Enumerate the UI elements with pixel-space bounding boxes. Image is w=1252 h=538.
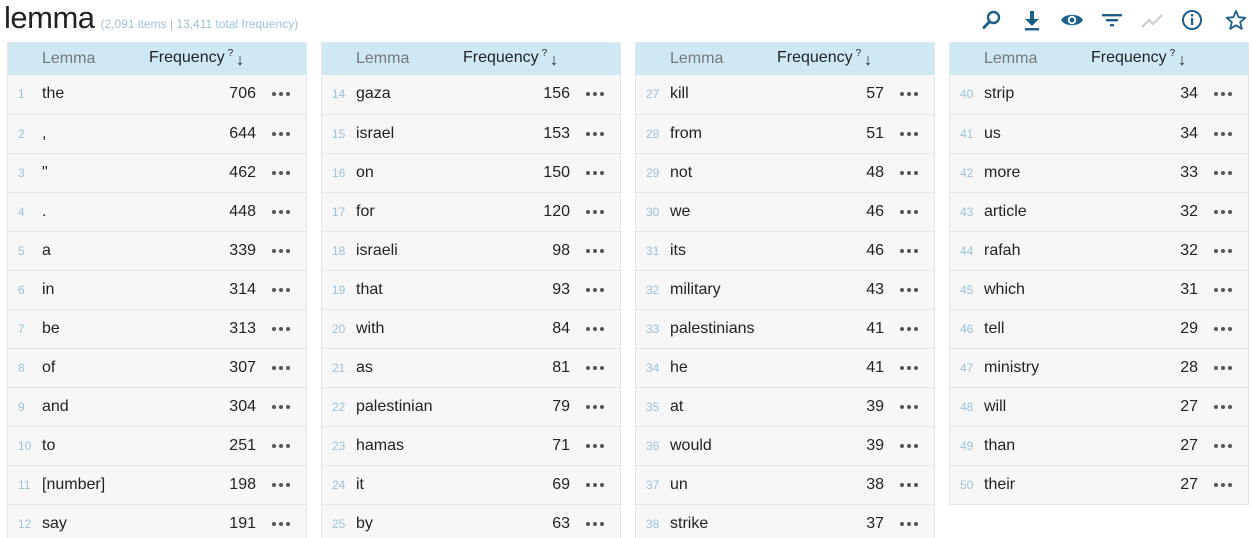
table-row — [950, 270, 1248, 309]
lemma-link[interactable]: us — [984, 125, 1001, 142]
frequency-value: 57 — [866, 85, 884, 102]
column-header-frequency[interactable] — [149, 49, 244, 70]
table-row — [322, 270, 620, 309]
lemma-link[interactable]: it — [356, 476, 364, 493]
column-header-frequency[interactable] — [777, 49, 872, 70]
column-header-lemma[interactable]: Lemma — [670, 50, 724, 67]
more-options-icon[interactable] — [586, 483, 604, 488]
frequency-value: 153 — [543, 125, 570, 142]
column-header-frequency-label: Frequency — [463, 49, 539, 66]
table-row — [636, 231, 934, 270]
sort-descending-icon[interactable]: ↓ — [236, 52, 245, 69]
info-icon[interactable] — [1180, 8, 1204, 32]
frequency-value: 39 — [866, 437, 884, 454]
table-row — [8, 75, 306, 114]
row-rank: 46 — [960, 322, 974, 336]
more-options-icon[interactable] — [1214, 210, 1232, 215]
row-rank: 9 — [18, 400, 25, 414]
lemma-link[interactable]: palestinian — [356, 398, 433, 415]
frequency-value: 51 — [866, 125, 884, 142]
more-options-icon[interactable] — [586, 171, 604, 176]
frequency-value: 29 — [1180, 320, 1198, 337]
frequency-value: 81 — [552, 359, 570, 376]
help-icon[interactable]: ? — [227, 48, 234, 59]
lemma-link[interactable]: on — [356, 164, 374, 181]
table-row — [636, 465, 934, 504]
row-rank: 6 — [18, 283, 25, 297]
row-rank: 19 — [332, 283, 346, 297]
row-rank: 45 — [960, 283, 974, 297]
table-row — [8, 192, 306, 231]
more-options-icon[interactable] — [900, 366, 918, 371]
frequency-value: 34 — [1180, 85, 1198, 102]
frequency-value: 314 — [229, 281, 256, 298]
more-options-icon[interactable] — [272, 405, 290, 410]
table-row — [950, 465, 1248, 504]
lemma-link[interactable]: israeli — [356, 242, 398, 259]
frequency-value: 46 — [866, 242, 884, 259]
table-header — [636, 43, 934, 75]
column-header-frequency[interactable] — [463, 49, 558, 70]
lemma-link[interactable]: its — [670, 242, 686, 259]
row-rank: 21 — [332, 361, 346, 375]
row-rank: 20 — [332, 322, 346, 336]
table-row — [950, 75, 1248, 114]
row-rank: 41 — [960, 127, 974, 141]
more-options-icon[interactable] — [1214, 288, 1232, 293]
column-header-frequency-label: Frequency — [777, 49, 853, 66]
lemma-link[interactable]: tell — [984, 320, 1005, 337]
row-rank: 48 — [960, 400, 974, 414]
table-row — [636, 504, 934, 538]
lemma-link[interactable]: more — [984, 164, 1021, 181]
lemma-link[interactable]: by — [356, 515, 373, 532]
frequency-value: 27 — [1180, 476, 1198, 493]
filter-icon[interactable] — [1100, 8, 1124, 32]
table-row — [322, 192, 620, 231]
frequency-value: 191 — [229, 515, 256, 532]
more-options-icon[interactable] — [900, 249, 918, 254]
frequency-value: 38 — [866, 476, 884, 493]
lemma-link[interactable]: . — [42, 203, 47, 220]
lemma-link[interactable]: strike — [670, 515, 709, 532]
column-header-lemma[interactable]: Lemma — [42, 50, 96, 67]
lemma-link[interactable]: with — [356, 320, 385, 337]
toolbar — [980, 8, 1248, 32]
lemma-link[interactable]: a — [42, 242, 51, 259]
frequency-value: 41 — [866, 359, 884, 376]
row-rank: 3 — [18, 166, 25, 180]
table-row — [8, 231, 306, 270]
column-header-frequency-label: Frequency — [149, 49, 225, 66]
lemma-link[interactable]: from — [670, 125, 702, 142]
row-rank: 14 — [332, 87, 346, 101]
help-icon[interactable]: ? — [855, 48, 862, 59]
row-rank: 5 — [18, 244, 25, 258]
frequency-value: 33 — [1180, 164, 1198, 181]
more-options-icon[interactable] — [272, 522, 290, 527]
table-row — [636, 348, 934, 387]
row-rank: 38 — [646, 517, 660, 531]
row-rank: 31 — [646, 244, 660, 258]
table-row — [636, 426, 934, 465]
more-options-icon[interactable] — [900, 444, 918, 449]
table-row — [8, 270, 306, 309]
lemma-link[interactable]: to — [42, 437, 56, 454]
lemma-link[interactable]: israel — [356, 125, 395, 142]
table-row — [322, 153, 620, 192]
more-options-icon[interactable] — [272, 92, 290, 97]
lemma-link[interactable]: article — [984, 203, 1027, 220]
sort-descending-icon[interactable]: ↓ — [1178, 52, 1187, 69]
page-header — [4, 0, 298, 38]
table-row — [950, 231, 1248, 270]
frequency-value: 150 — [543, 164, 570, 181]
frequency-value: 63 — [552, 515, 570, 532]
row-rank: 27 — [646, 87, 660, 101]
row-rank: 40 — [960, 87, 974, 101]
lemma-link[interactable]: the — [42, 85, 65, 102]
more-options-icon[interactable] — [1214, 483, 1232, 488]
frequency-value: 156 — [543, 85, 570, 102]
table-body — [322, 75, 620, 538]
lemma-link[interactable]: un — [670, 476, 688, 493]
frequency-value: 34 — [1180, 125, 1198, 142]
more-options-icon[interactable] — [1214, 366, 1232, 371]
row-rank: 49 — [960, 439, 974, 453]
more-options-icon[interactable] — [1214, 444, 1232, 449]
sort-descending-icon[interactable]: ↓ — [550, 52, 559, 69]
table-row — [322, 114, 620, 153]
more-options-icon[interactable] — [900, 171, 918, 176]
search-icon[interactable] — [980, 8, 1004, 32]
lemma-link[interactable]: strip — [984, 85, 1015, 102]
table-header — [322, 43, 620, 75]
column-header-lemma[interactable]: Lemma — [356, 50, 410, 67]
more-options-icon[interactable] — [1214, 92, 1232, 97]
table-row — [950, 192, 1248, 231]
lemma-link[interactable]: than — [984, 437, 1016, 454]
more-options-icon[interactable] — [1214, 405, 1232, 410]
table-row — [950, 387, 1248, 426]
table-row — [950, 114, 1248, 153]
frequency-value: 339 — [229, 242, 256, 259]
frequency-value: 37 — [866, 515, 884, 532]
row-rank: 35 — [646, 400, 660, 414]
row-rank: 42 — [960, 166, 974, 180]
frequency-value: 706 — [229, 85, 256, 102]
lemma-link[interactable]: not — [670, 164, 693, 181]
lemma-link[interactable]: for — [356, 203, 375, 220]
row-rank: 50 — [960, 478, 974, 492]
more-options-icon[interactable] — [272, 366, 290, 371]
frequency-value: 84 — [552, 320, 570, 337]
row-rank: 37 — [646, 478, 660, 492]
row-rank: 33 — [646, 322, 660, 336]
star-icon[interactable] — [1224, 8, 1248, 32]
row-rank: 15 — [332, 127, 346, 141]
frequency-value: 448 — [229, 203, 256, 220]
frequency-table-panel — [949, 42, 1249, 505]
lemma-link[interactable]: kill — [670, 85, 689, 102]
lemma-link[interactable]: would — [670, 437, 712, 454]
frequency-value: 307 — [229, 359, 256, 376]
more-options-icon[interactable] — [272, 444, 290, 449]
lemma-link[interactable]: in — [42, 281, 55, 298]
frequency-value: 93 — [552, 281, 570, 298]
lemma-link[interactable]: their — [984, 476, 1016, 493]
more-options-icon[interactable] — [272, 210, 290, 215]
table-row — [636, 114, 934, 153]
row-rank: 1 — [18, 87, 25, 101]
table-row — [950, 309, 1248, 348]
lemma-link[interactable]: of — [42, 359, 56, 376]
row-rank: 2 — [18, 127, 25, 141]
more-options-icon[interactable] — [900, 405, 918, 410]
table-body — [8, 75, 306, 538]
frequency-value: 28 — [1180, 359, 1198, 376]
row-rank: 7 — [18, 322, 25, 336]
more-options-icon[interactable] — [900, 522, 918, 527]
table-row — [322, 75, 620, 114]
row-rank: 30 — [646, 205, 660, 219]
row-rank: 22 — [332, 400, 346, 414]
table-row — [322, 348, 620, 387]
more-options-icon[interactable] — [900, 132, 918, 137]
lemma-link[interactable]: military — [670, 281, 721, 298]
frequency-value: 98 — [552, 242, 570, 259]
column-header-frequency-label: Frequency — [1091, 49, 1167, 66]
row-rank: 18 — [332, 244, 346, 258]
help-icon[interactable]: ? — [1169, 48, 1176, 59]
more-options-icon[interactable] — [1214, 327, 1232, 332]
frequency-value: 462 — [229, 164, 256, 181]
table-row — [8, 465, 306, 504]
more-options-icon[interactable] — [586, 288, 604, 293]
table-row — [322, 504, 620, 538]
table-row — [8, 309, 306, 348]
table-body — [636, 75, 934, 538]
table-row — [636, 387, 934, 426]
lemma-link[interactable]: palestinians — [670, 320, 755, 337]
lemma-link[interactable]: we — [670, 203, 691, 220]
lemma-link[interactable]: at — [670, 398, 684, 415]
lemma-link[interactable]: rafah — [984, 242, 1021, 259]
lemma-link[interactable]: and — [42, 398, 69, 415]
lemma-link[interactable]: be — [42, 320, 60, 337]
more-options-icon[interactable] — [1214, 132, 1232, 137]
table-row — [322, 231, 620, 270]
table-row — [8, 387, 306, 426]
more-options-icon[interactable] — [272, 288, 290, 293]
table-body — [950, 75, 1248, 504]
table-row — [8, 153, 306, 192]
row-rank: 47 — [960, 361, 974, 375]
more-options-icon[interactable] — [586, 444, 604, 449]
row-rank: 25 — [332, 517, 346, 531]
lemma-link[interactable]: that — [356, 281, 383, 298]
table-row — [322, 387, 620, 426]
table-row — [8, 114, 306, 153]
row-rank: 12 — [18, 517, 32, 531]
frequency-table-panel — [7, 42, 307, 538]
frequency-value: 27 — [1180, 437, 1198, 454]
frequency-value: 48 — [866, 164, 884, 181]
frequency-value: 304 — [229, 398, 256, 415]
more-options-icon[interactable] — [586, 132, 604, 137]
row-rank: 17 — [332, 205, 346, 219]
column-header-frequency[interactable] — [1091, 49, 1186, 70]
table-row — [950, 153, 1248, 192]
frequency-value: 32 — [1180, 242, 1198, 259]
more-options-icon[interactable] — [272, 171, 290, 176]
table-row — [8, 504, 306, 538]
row-rank: 28 — [646, 127, 660, 141]
table-row — [322, 465, 620, 504]
more-options-icon[interactable] — [586, 92, 604, 97]
row-rank: 8 — [18, 361, 25, 375]
frequency-value: 71 — [552, 437, 570, 454]
frequency-value: 644 — [229, 125, 256, 142]
table-row — [636, 309, 934, 348]
lemma-link[interactable]: say — [42, 515, 67, 532]
more-options-icon[interactable] — [586, 522, 604, 527]
download-icon[interactable] — [1020, 8, 1044, 32]
help-icon[interactable]: ? — [541, 48, 548, 59]
page-title: lemma — [4, 0, 95, 35]
table-row — [322, 309, 620, 348]
more-options-icon[interactable] — [1214, 171, 1232, 176]
more-options-icon[interactable] — [900, 210, 918, 215]
table-row — [636, 270, 934, 309]
table-header — [8, 43, 306, 75]
more-options-icon[interactable] — [900, 327, 918, 332]
more-options-icon[interactable] — [586, 249, 604, 254]
lemma-link[interactable]: which — [984, 281, 1025, 298]
row-rank: 29 — [646, 166, 660, 180]
more-options-icon[interactable] — [272, 249, 290, 254]
table-row — [636, 153, 934, 192]
more-options-icon[interactable] — [272, 483, 290, 488]
table-row — [636, 192, 934, 231]
frequency-value: 313 — [229, 320, 256, 337]
table-row — [8, 348, 306, 387]
row-rank: 43 — [960, 205, 974, 219]
table-header — [950, 43, 1248, 75]
frequency-value: 79 — [552, 398, 570, 415]
trend-icon — [1140, 8, 1164, 32]
table-row — [322, 426, 620, 465]
lemma-link[interactable]: hamas — [356, 437, 405, 454]
more-options-icon[interactable] — [272, 327, 290, 332]
more-options-icon[interactable] — [1214, 249, 1232, 254]
row-rank: 24 — [332, 478, 346, 492]
lemma-link[interactable]: will — [984, 398, 1007, 415]
frequency-value: 27 — [1180, 398, 1198, 415]
frequency-table-panel — [321, 42, 621, 538]
row-rank: 16 — [332, 166, 346, 180]
frequency-value: 32 — [1180, 203, 1198, 220]
frequency-table-panel — [635, 42, 935, 538]
frequency-value: 251 — [229, 437, 256, 454]
more-options-icon[interactable] — [900, 92, 918, 97]
lemma-link[interactable]: he — [670, 359, 688, 376]
frequency-value: 46 — [866, 203, 884, 220]
frequency-value: 69 — [552, 476, 570, 493]
lemma-link[interactable]: gaza — [356, 85, 391, 102]
more-options-icon[interactable] — [900, 483, 918, 488]
more-options-icon[interactable] — [586, 327, 604, 332]
lemma-link[interactable]: [number] — [42, 476, 106, 493]
more-options-icon[interactable] — [900, 288, 918, 293]
more-options-icon[interactable] — [586, 210, 604, 215]
sort-descending-icon[interactable]: ↓ — [864, 52, 873, 69]
lemma-link[interactable]: ministry — [984, 359, 1040, 376]
more-options-icon[interactable] — [586, 366, 604, 371]
lemma-link[interactable]: " — [42, 164, 48, 181]
row-rank: 34 — [646, 361, 660, 375]
item-count-summary: (2,091 items | 13,411 total frequency) — [100, 17, 299, 31]
frequency-value: 41 — [866, 320, 884, 337]
eye-icon[interactable] — [1060, 8, 1084, 32]
row-rank: 11 — [18, 478, 31, 492]
frequency-value: 39 — [866, 398, 884, 415]
frequency-value: 198 — [229, 476, 256, 493]
table-row — [8, 426, 306, 465]
frequency-value: 43 — [866, 281, 884, 298]
row-rank: 32 — [646, 283, 660, 297]
row-rank: 36 — [646, 439, 660, 453]
table-row — [636, 75, 934, 114]
lemma-link[interactable]: as — [356, 359, 373, 376]
more-options-icon[interactable] — [586, 405, 604, 410]
frequency-value: 120 — [543, 203, 570, 220]
more-options-icon[interactable] — [272, 132, 290, 137]
table-row — [950, 348, 1248, 387]
lemma-link[interactable]: , — [42, 125, 47, 142]
row-rank: 10 — [18, 439, 32, 453]
table-row — [950, 426, 1248, 465]
frequency-value: 31 — [1180, 281, 1198, 298]
column-header-lemma[interactable]: Lemma — [984, 50, 1038, 67]
row-rank: 44 — [960, 244, 974, 258]
row-rank: 4 — [18, 205, 25, 219]
row-rank: 23 — [332, 439, 346, 453]
